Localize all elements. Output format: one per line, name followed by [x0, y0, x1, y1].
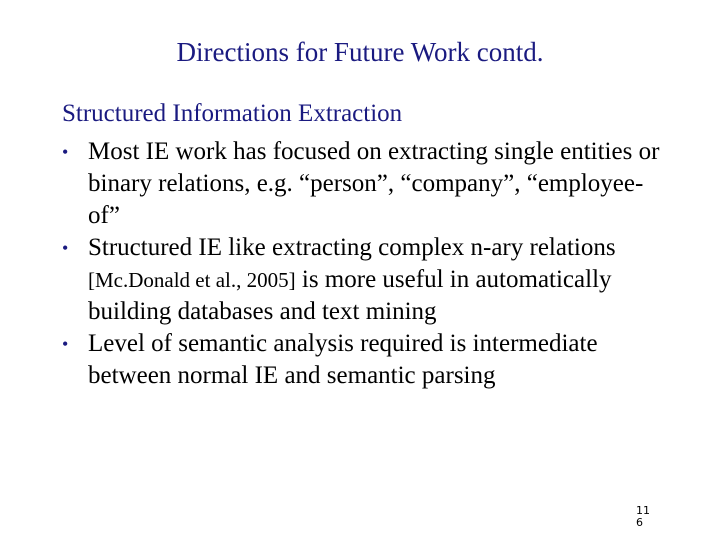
section-heading: Structured Information Extraction	[62, 100, 403, 127]
bullet-list	[62, 136, 672, 392]
bullet-text: Level of semantic analysis required is intermediate between normal IE and semantic parsing	[88, 330, 598, 389]
slide-title: Directions for Future Work contd.	[176, 37, 544, 67]
bullet-dot-icon: •	[62, 142, 69, 162]
page-number-line: 6	[636, 516, 643, 529]
bullet-dot-icon: •	[62, 238, 69, 258]
bullet-text: Most IE work has focused on extracting single entities or binary relations, e.g. “person”, “company”, “employee-of”	[88, 138, 660, 229]
bullet-text: Structured IE like extracting complex n-ary relations	[88, 234, 616, 261]
bullet-dot-icon: •	[62, 334, 69, 354]
page-number	[636, 505, 656, 529]
bullet-item	[62, 232, 672, 328]
bullet-text: is more useful in automatically building databases and text mining	[88, 266, 612, 325]
bullet-item	[62, 328, 672, 392]
page-number-line: 11	[636, 504, 650, 517]
citation: [Mc.Donald et al., 2005]	[88, 268, 296, 292]
bullet-item	[62, 136, 672, 232]
